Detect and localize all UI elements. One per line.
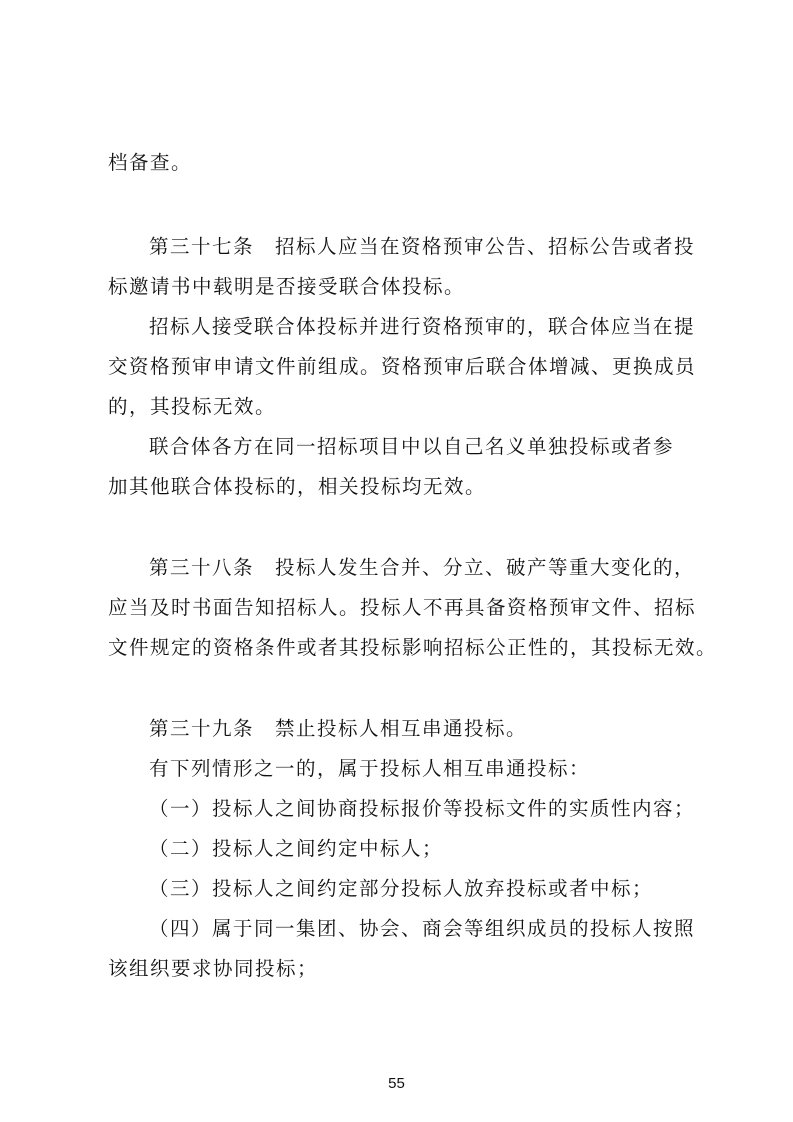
- text-line: 档备查。: [108, 151, 193, 174]
- article-38-heading-line: 第三十八条 投标人发生合并、分立、破产等重大变化的，: [149, 556, 696, 579]
- list-item: （四）属于同一集团、协会、商会等组织成员的投标人按照: [149, 917, 696, 940]
- text-line: 应当及时书面告知招标人。投标人不再具备资格预审文件、招标: [108, 596, 697, 619]
- article-39-heading-line: 第三十九条 禁止投标人相互串通投标。: [149, 717, 528, 740]
- text-line: 加其他联合体投标的，相关投标均无效。: [108, 475, 487, 498]
- text-line: 该组织要求协同投标；: [108, 957, 319, 980]
- text-line: 交资格预审申请文件前组成。资格预审后联合体增减、更换成员: [108, 355, 697, 378]
- text-line: 标邀请书中载明是否接受联合体投标。: [108, 275, 466, 298]
- text-line: 联合体各方在同一招标项目中以自己名义单独投标或者参: [149, 435, 675, 458]
- page-number: 55: [388, 1075, 405, 1092]
- list-item: （三）投标人之间约定部分投标人放弃投标或者中标；: [149, 877, 654, 900]
- article-37-heading-line: 第三十七条 招标人应当在资格预审公告、招标公告或者投: [149, 235, 696, 258]
- text-line: 的，其投标无效。: [108, 395, 277, 418]
- list-item: （二）投标人之间约定中标人；: [149, 837, 444, 860]
- list-item: （一）投标人之间协商投标报价等投标文件的实质性内容；: [149, 797, 696, 820]
- text-line: 文件规定的资格条件或者其投标影响招标公正性的，其投标无效。: [108, 636, 718, 659]
- text-line: 招标人接受联合体投标并进行资格预审的，联合体应当在提: [149, 315, 696, 338]
- text-line: 有下列情形之一的，属于投标人相互串通投标：: [149, 757, 591, 780]
